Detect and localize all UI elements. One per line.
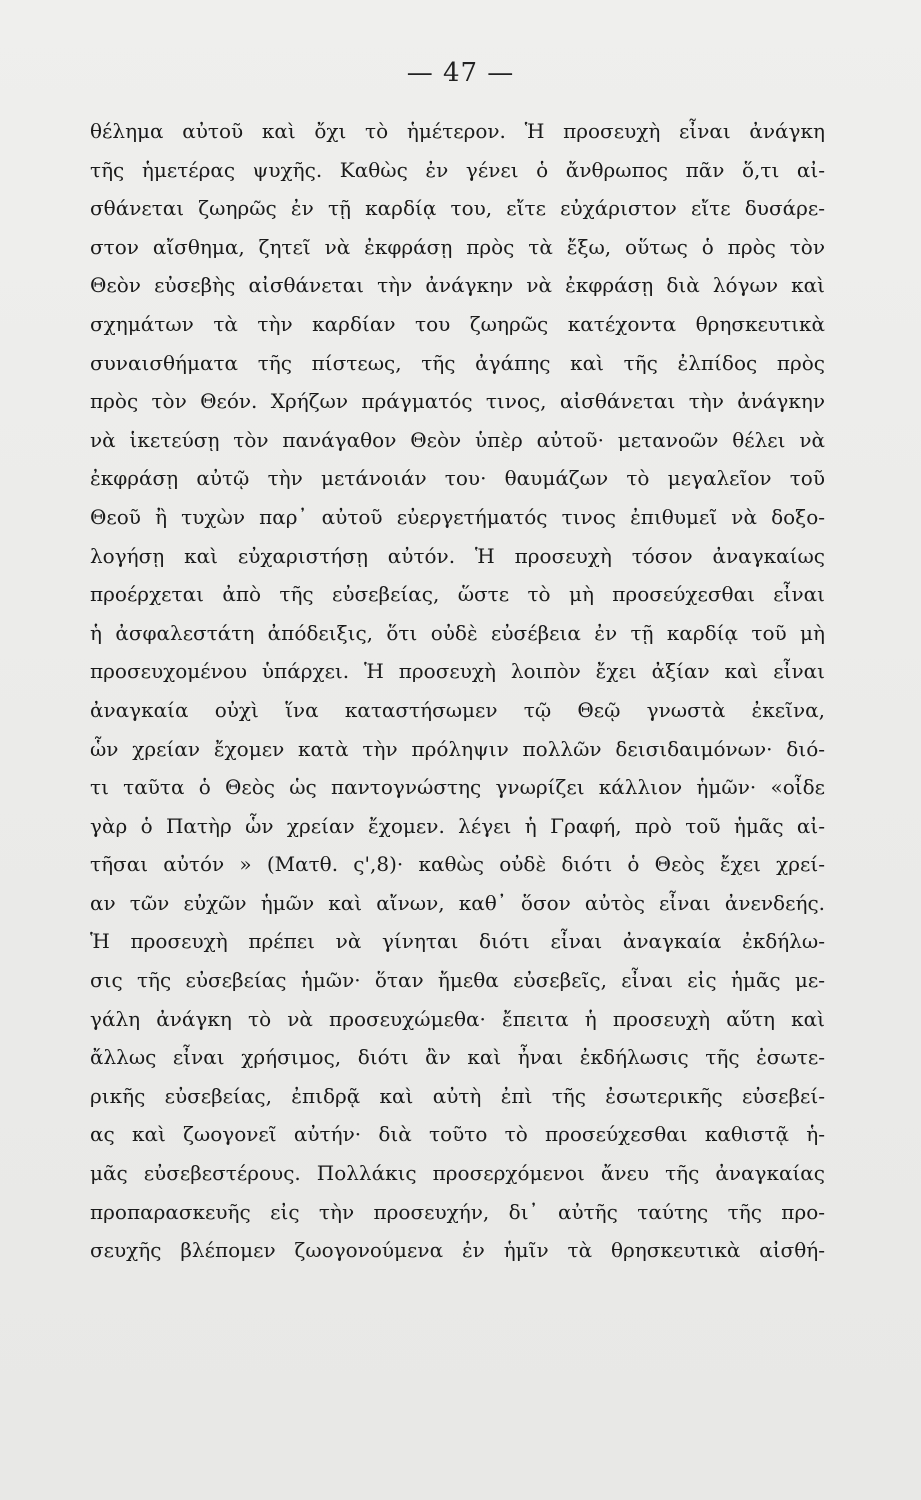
text-line: ἐκφράσῃ αὐτῷ τὴν μετάνοιάν του· θαυμάζων τὸ μεγαλεῖον τοῦ [90, 466, 825, 491]
text-line: ας καὶ ζωογονεῖ αὐτήν· διὰ τοῦτο τὸ προσεύχεσθαι καθιστᾷ ἡ- [90, 1122, 825, 1147]
text-line: προπαρασκευῆς εἰς τὴν προσευχήν, δι᾽ αὐτῆς ταύτης τῆς προ- [90, 1199, 825, 1224]
text-line: πρὸς τὸν Θεόν. Χρήζων πράγματός τινος, αἰσθάνεται τὴν ἀνάγκην [90, 389, 825, 414]
text-line: προέρχεται ἀπὸ τῆς εὐσεβείας, ὥστε τὸ μὴ προσεύχεσθαι εἶναι [90, 582, 825, 607]
text-line: Θεὸν εὐσεβὴς αἰσθάνεται τὴν ἀνάγκην νὰ ἐκφράσῃ διὰ λόγων καὶ [90, 273, 825, 298]
text-line: γὰρ ὁ Πατὴρ ὧν χρείαν ἔχομεν. λέγει ἡ Γραφή, πρὸ τοῦ ἡμᾶς αἰ- [90, 813, 825, 838]
page-number: — 47 — [406, 58, 515, 88]
text-line: νὰ ἱκετεύσῃ τὸν πανάγαθον Θεὸν ὑπὲρ αὐτοῦ· μετανοῶν θέλει νὰ [90, 427, 825, 452]
text-line: Θεοῦ ἢ τυχὼν παρ᾽ αὐτοῦ εὐεργετήματός τινος ἐπιθυμεῖ νὰ δοξο- [90, 504, 825, 529]
text-line: τῆς ἡμετέρας ψυχῆς. Καθὼς ἐν γένει ὁ ἄνθρωπος πᾶν ὅ,τι αἰ- [90, 157, 825, 182]
text-line: ὧν χρείαν ἔχομεν κατὰ τὴν πρόληψιν πολλῶν δεισιδαιμόνων· διό- [90, 736, 825, 761]
text-line: θέλημα αὐτοῦ καὶ ὄχι τὸ ἡμέτερον. Ἡ προσευχὴ εἶναι ἀνάγκη [90, 119, 825, 143]
text-line: προσευχομένου ὑπάρχει. Ἡ προσευχὴ λοιπὸν ἔχει ἀξίαν καὶ εἶναι [90, 659, 825, 684]
text-line: τῆσαι αὐτόν » (Ματθ. ς',8)· καθὼς οὐδὲ διότι ὁ Θεὸς ἔχει χρεί- [90, 852, 825, 877]
text-line: σχημάτων τὰ τὴν καρδίαν του ζωηρῶς κατέχοντα θρησκευτικὰ [90, 311, 825, 336]
text-line: ἀναγκαία οὐχὶ ἵνα καταστήσωμεν τῷ Θεῷ γνωστὰ ἐκεῖνα, [90, 697, 825, 722]
text-line: γάλη ἀνάγκη τὸ νὰ προσευχώμεθα· ἔπειτα ἡ προσευχὴ αὕτη καὶ [90, 1006, 825, 1031]
body-text [90, 112, 825, 1270]
text-line: λογήσῃ καὶ εὐχαριστήσῃ αὐτόν. Ἡ προσευχὴ τόσον ἀναγκαίως [90, 543, 825, 568]
text-line: σθάνεται ζωηρῶς ἐν τῇ καρδίᾳ του, εἴτε εὐχάριστον εἴτε δυσάρε- [90, 196, 825, 221]
text-line: ρικῆς εὐσεβείας, ἐπιδρᾷ καὶ αὐτὴ ἐπὶ τῆς ἐσωτερικῆς εὐσεβεί- [90, 1083, 825, 1108]
text-line: ἡ ἀσφαλεστάτη ἀπόδειξις, ὅτι οὐδὲ εὐσέβεια ἐν τῇ καρδίᾳ τοῦ μὴ [90, 620, 825, 645]
text-line: συναισθήματα τῆς πίστεως, τῆς ἀγάπης καὶ τῆς ἐλπίδος πρὸς [90, 350, 825, 375]
text-line: σις τῆς εὐσεβείας ἡμῶν· ὅταν ἤμεθα εὐσεβεῖς, εἶναι εἰς ἡμᾶς με- [90, 968, 825, 993]
text-line: στον αἴσθημα, ζητεῖ νὰ ἐκφράσῃ πρὸς τὰ ἔξω, οὕτως ὁ πρὸς τὸν [90, 234, 825, 259]
text-line: τι ταῦτα ὁ Θεὸς ὡς παντογνώστης γνωρίζει κάλλιον ἡμῶν· «οἶδε [90, 775, 825, 800]
text-line: μᾶς εὐσεβεστέρους. Πολλάκις προσερχόμενοι ἄνευ τῆς ἀναγκαίας [90, 1161, 825, 1186]
text-line: σευχῆς βλέπομεν ζωογονούμενα ἐν ἡμῖν τὰ θρησκευτικὰ αἰσθή- [90, 1238, 825, 1263]
text-line: ἄλλως εἶναι χρήσιμος, διότι ἂν καὶ ἦναι ἐκδήλωσις τῆς ἐσωτε- [90, 1045, 825, 1070]
text-line: αν τῶν εὐχῶν ἡμῶν καὶ αἴνων, καθ᾽ ὅσον αὐτὸς εἶναι ἀνενδεής. [90, 890, 825, 915]
text-line: Ἡ προσευχὴ πρέπει νὰ γίνηται διότι εἶναι ἀναγκαία ἐκδήλω- [90, 929, 825, 954]
